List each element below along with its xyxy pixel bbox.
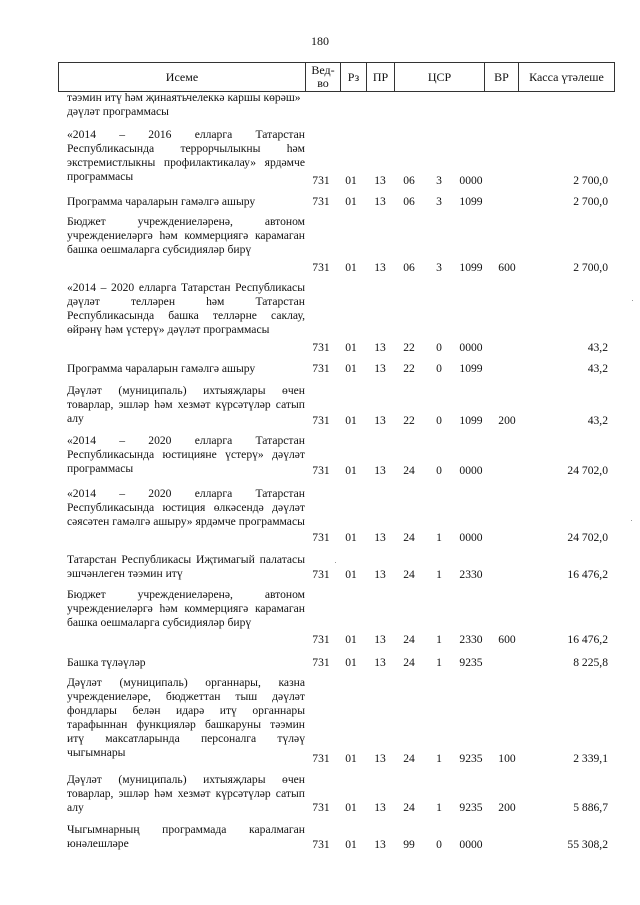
cell-pr: 13: [374, 195, 386, 208]
cell-pr: 13: [374, 261, 386, 274]
cell-csr-2: 0: [436, 414, 442, 427]
col-header-csr: ЦСР: [394, 63, 484, 91]
cell-csr-3: 9235: [459, 801, 483, 814]
cell-rz: 01: [345, 656, 357, 669]
cell-amount: 2 700,0: [573, 174, 608, 187]
row-name: Чыгымнарның программада каралмаган юнәлешләре: [67, 823, 305, 850]
cell-csr-1: 24: [403, 633, 415, 646]
cell-ved: 731: [312, 195, 330, 208]
cell-pr: 13: [374, 752, 386, 765]
cell-csr-2: 0: [436, 838, 442, 851]
row-name: Дәүләт (муниципаль) ихтыяҗлары өчен товарлар, эшләр һәм хезмәт күрсәтүләр сатып алу: [67, 384, 305, 425]
cell-csr-3: 1099: [459, 414, 483, 427]
cell-ved: 731: [312, 568, 330, 581]
cell-vr: 600: [498, 261, 516, 274]
cell-csr-1: 24: [403, 752, 415, 765]
cell-amount: 8 225,8: [573, 656, 608, 669]
cell-csr-3: 9235: [459, 752, 483, 765]
cell-csr-3: 1099: [459, 195, 483, 208]
cell-rz: 01: [345, 752, 357, 765]
cell-amount: 16 476,2: [567, 568, 608, 581]
cell-ved: 731: [312, 341, 330, 354]
cell-pr: 13: [374, 414, 386, 427]
cell-amount: 55 308,2: [567, 838, 608, 851]
row-name: «2014 – 2020 елларга Татарстан Республикасында юстицияне үстерү» дәүләт программасы: [67, 434, 305, 475]
cell-rz: 01: [345, 531, 357, 544]
cell-pr: 13: [374, 633, 386, 646]
row-name: Программа чараларын гамәлгә ашыру: [67, 195, 256, 208]
row-name: Татарстан Республикасы Иҗтимагый палатасы эшчәнлеген тәэмин итү: [67, 553, 305, 580]
cell-csr-3: 0000: [459, 174, 483, 187]
cell-csr-2: 1: [436, 633, 442, 646]
row-name: «2014 – 2020 елларга Татарстан Республикасында юстиция өлкәсендә дәүләт сәясәтен гамәлгә ашыру» ярдәмче программасы: [67, 487, 305, 528]
cell-ved: 731: [312, 531, 330, 544]
col-header-pr: ПР: [366, 63, 394, 91]
cell-amount: 24 702,0: [567, 531, 608, 544]
cell-csr-1: 24: [403, 656, 415, 669]
cell-csr-2: 0: [436, 464, 442, 477]
cell-csr-1: 22: [403, 341, 415, 354]
row-name: Башка түләүләр: [67, 656, 146, 669]
cell-ved: 731: [312, 801, 330, 814]
cell-rz: 01: [345, 633, 357, 646]
cell-vr: 600: [498, 633, 516, 646]
cell-rz: 01: [345, 838, 357, 851]
cell-csr-1: 24: [403, 531, 415, 544]
cell-csr-3: 0000: [459, 531, 483, 544]
row-name: Программа чараларын гамәлгә ашыру: [67, 362, 256, 375]
continued-text: тәэмин итү һәм җинаятьчелеккә каршы көрәш» дәүләт программасы: [67, 91, 301, 118]
cell-csr-3: 1099: [459, 362, 483, 375]
row-name: «2014 – 2016 елларга Татарстан Республикасында террорчылыкны һәм экстремистлыкны профилактикалау» ярдәмче программасы: [67, 128, 305, 183]
page-number: 180: [311, 34, 329, 48]
cell-amount: 2 700,0: [573, 261, 608, 274]
cell-csr-2: 3: [436, 261, 442, 274]
cell-ved: 731: [312, 362, 330, 375]
cell-csr-2: 0: [436, 362, 442, 375]
cell-amount: 5 886,7: [573, 801, 608, 814]
cell-vr: 100: [498, 752, 516, 765]
cell-ved: 731: [312, 261, 330, 274]
cell-csr-3: 0000: [459, 341, 483, 354]
cell-csr-3: 1099: [459, 261, 483, 274]
col-header-name: Исеме: [165, 69, 199, 84]
cell-rz: 01: [345, 195, 357, 208]
cell-csr-2: 3: [436, 195, 442, 208]
cell-vr: 200: [498, 414, 516, 427]
cell-pr: 13: [374, 464, 386, 477]
cell-csr-2: 1: [436, 752, 442, 765]
cell-amount: 24 702,0: [567, 464, 608, 477]
cell-rz: 01: [345, 341, 357, 354]
table-header: [58, 62, 615, 92]
cell-csr-1: 24: [403, 464, 415, 477]
cell-csr-2: 0: [436, 341, 442, 354]
cell-ved: 731: [312, 414, 330, 427]
cell-ved: 731: [312, 464, 330, 477]
scan-speck: [335, 562, 336, 563]
cell-pr: 13: [374, 341, 386, 354]
cell-csr-1: 06: [403, 261, 415, 274]
cell-rz: 01: [345, 414, 357, 427]
cell-rz: 01: [345, 362, 357, 375]
cell-pr: 13: [374, 801, 386, 814]
cell-amount: 43,2: [587, 362, 608, 375]
cell-pr: 13: [374, 531, 386, 544]
cell-pr: 13: [374, 174, 386, 187]
cell-amount: 43,2: [587, 341, 608, 354]
cell-amount: 16 476,2: [567, 633, 608, 646]
cell-ved: 731: [312, 633, 330, 646]
cell-csr-1: 22: [403, 414, 415, 427]
cell-pr: 13: [374, 362, 386, 375]
row-name: «2014 – 2020 елларга Татарстан Республикасы дәүләт телләрен һәм Татарстан Республикасында башка телләрне саклау, өйрәнү һәм үстерү» дәүләт программасы: [67, 281, 305, 336]
cell-vr: 200: [498, 801, 516, 814]
cell-csr-3: 2330: [459, 633, 483, 646]
cell-ved: 731: [312, 752, 330, 765]
cell-csr-2: 1: [436, 656, 442, 669]
col-header-kassa: Касса үтәлеше: [518, 63, 614, 91]
cell-pr: 13: [374, 568, 386, 581]
cell-csr-3: 0000: [459, 838, 483, 851]
cell-rz: 01: [345, 174, 357, 187]
cell-csr-2: 1: [436, 531, 442, 544]
col-header-vr: ВР: [484, 63, 518, 91]
cell-pr: 13: [374, 838, 386, 851]
cell-csr-1: 22: [403, 362, 415, 375]
cell-csr-3: 9235: [459, 656, 483, 669]
cell-ved: 731: [312, 656, 330, 669]
cell-ved: 731: [312, 838, 330, 851]
cell-rz: 01: [345, 464, 357, 477]
col-header-ved: Вед-во: [305, 63, 340, 91]
cell-amount: 2 700,0: [573, 195, 608, 208]
cell-csr-2: 3: [436, 174, 442, 187]
row-name: Бюджет учреждениеләренә, автоном учреждениеләргә һәм коммерциягә карамаган башка оешмаларга субсидияләр бирү: [67, 215, 305, 256]
col-header-rz: Рз: [340, 63, 366, 91]
cell-csr-3: 0000: [459, 464, 483, 477]
cell-csr-1: 99: [403, 838, 415, 851]
cell-amount: 43,2: [587, 414, 608, 427]
cell-csr-2: 1: [436, 801, 442, 814]
row-name: Бюджет учреждениеләренә, автоном учреждениеләргә һәм коммерциягә карамаган башка оешмаларга субсидияләр бирү: [67, 588, 305, 629]
row-name: Дәүләт (муниципаль) органнары, казна учреждениеләре, бюджеттан тыш дәүләт фондлары белән идарә итү органнары тарафыннан функцияләр башкаруны тәэмин итү максатларында персоналга түләү чыгымнары: [67, 676, 305, 759]
cell-rz: 01: [345, 801, 357, 814]
row-name: Дәүләт (муниципаль) ихтыяҗлары өчен товарлар, эшләр һәм хезмәт күрсәтүләр сатып алу: [67, 773, 305, 814]
cell-csr-3: 2330: [459, 568, 483, 581]
cell-csr-1: 06: [403, 174, 415, 187]
cell-pr: 13: [374, 656, 386, 669]
cell-rz: 01: [345, 261, 357, 274]
scan-speck: [631, 520, 632, 521]
cell-csr-1: 24: [403, 801, 415, 814]
cell-csr-1: 06: [403, 195, 415, 208]
cell-ved: 731: [312, 174, 330, 187]
cell-csr-1: 24: [403, 568, 415, 581]
scan-speck: [632, 300, 633, 301]
cell-csr-2: 1: [436, 568, 442, 581]
cell-rz: 01: [345, 568, 357, 581]
cell-amount: 2 339,1: [573, 752, 608, 765]
